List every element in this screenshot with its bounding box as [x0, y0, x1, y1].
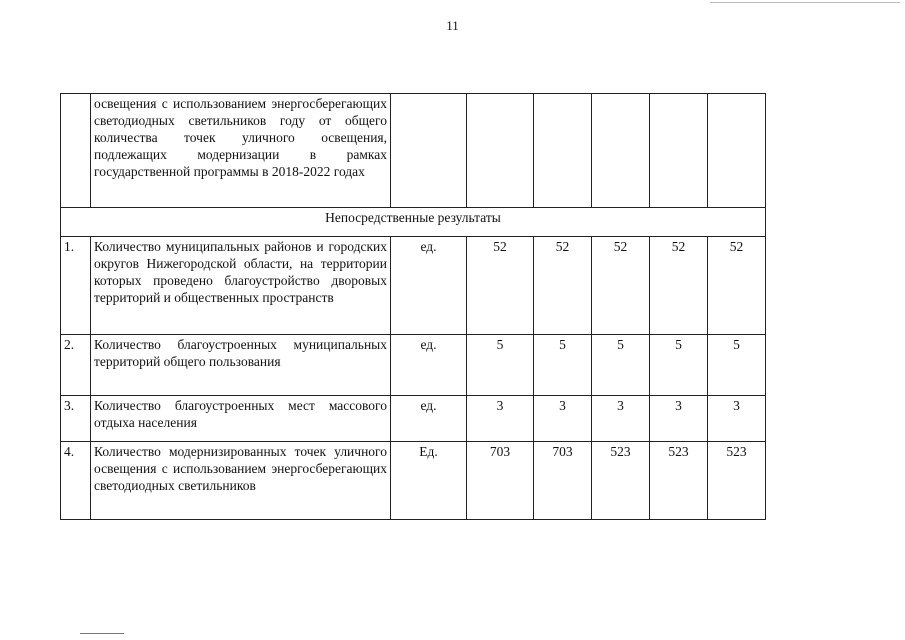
indicator-description: Количество благоустроенных муниципальных территорий общего пользования	[91, 335, 391, 396]
row-number: 4.	[61, 442, 91, 520]
value-cell: 5	[650, 335, 708, 396]
value-cell	[467, 94, 534, 208]
indicator-description: Количество благоустроенных мест массового отдыха населения	[91, 396, 391, 442]
value-cell: 5	[592, 335, 650, 396]
indicator-description: Количество модернизированных точек уличного освещения с использованием энергосберегающих светодиодных светильников	[91, 442, 391, 520]
unit-cell: ед.	[391, 335, 467, 396]
value-cell: 5	[534, 335, 592, 396]
row-number: 3.	[61, 396, 91, 442]
value-cell: 3	[534, 396, 592, 442]
unit-cell: ед.	[391, 237, 467, 335]
value-cell: 52	[708, 237, 766, 335]
row-number: 1.	[61, 237, 91, 335]
value-cell: 523	[592, 442, 650, 520]
section-header-row	[61, 208, 766, 237]
value-cell: 52	[467, 237, 534, 335]
value-cell: 52	[592, 237, 650, 335]
value-cell: 5	[708, 335, 766, 396]
value-cell	[534, 94, 592, 208]
value-cell: 3	[650, 396, 708, 442]
value-cell	[650, 94, 708, 208]
value-cell: 3	[708, 396, 766, 442]
value-cell	[708, 94, 766, 208]
table-row-continuation	[61, 94, 766, 208]
table-row	[61, 237, 766, 335]
value-cell: 523	[708, 442, 766, 520]
value-cell: 3	[467, 396, 534, 442]
value-cell: 3	[592, 396, 650, 442]
value-cell: 52	[534, 237, 592, 335]
page-number: 11	[446, 18, 459, 33]
table-row	[61, 442, 766, 520]
indicators-table	[60, 93, 766, 520]
value-cell: 703	[534, 442, 592, 520]
row-number: 2.	[61, 335, 91, 396]
table-row	[61, 335, 766, 396]
value-cell: 523	[650, 442, 708, 520]
indicator-description: освещения с использованием энергосберегающих светодиодных светильников году от общего количества точек уличного освещения, подлежащих модернизации в рамках государственной программы в 2018-2022 годах	[91, 94, 391, 208]
unit-cell: Ед.	[391, 442, 467, 520]
scan-artifact-line	[80, 633, 124, 634]
value-cell	[592, 94, 650, 208]
indicator-description: Количество муниципальных районов и городских округов Нижегородской области, на территории которых проведено благоустройство дворовых территорий и общественных пространств	[91, 237, 391, 335]
table-row	[61, 396, 766, 442]
value-cell: 703	[467, 442, 534, 520]
unit-cell	[391, 94, 467, 208]
value-cell: 52	[650, 237, 708, 335]
section-title: Непосредственные результаты	[61, 208, 766, 237]
unit-cell: ед.	[391, 396, 467, 442]
row-number-cell	[61, 94, 91, 208]
value-cell: 5	[467, 335, 534, 396]
scan-artifact-line	[710, 2, 900, 3]
